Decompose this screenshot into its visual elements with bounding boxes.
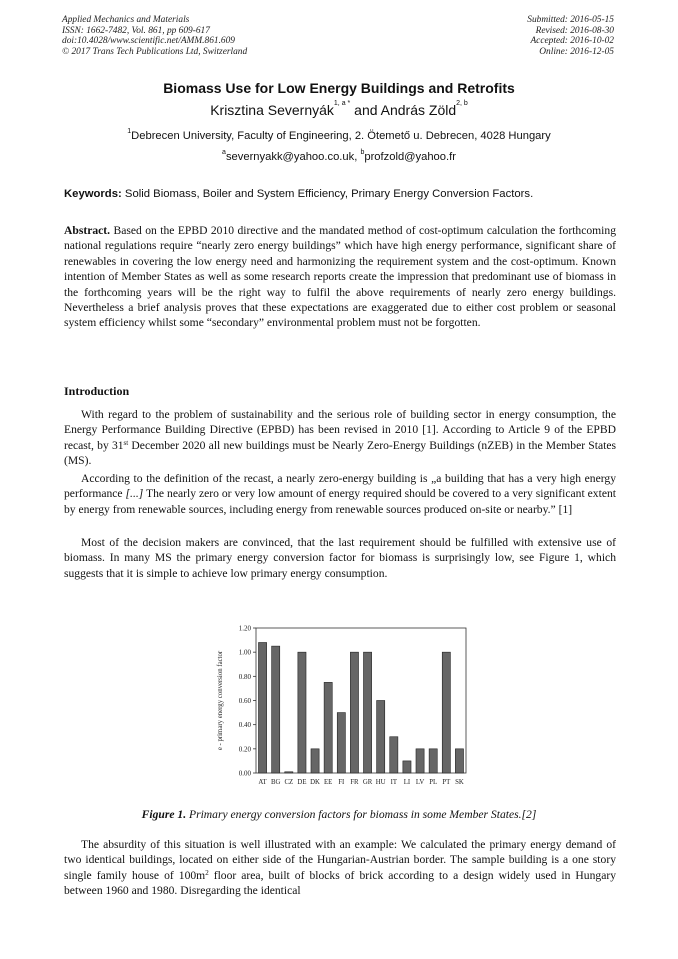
x-tick-label: GR [362, 779, 373, 786]
paragraph: Most of the decision makers are convinced, that the last requirement should be fulfilled with extensive use of biomass. In many MS the primary energy conversion factor for biomass is surprisingly low, see Figure 1, which suggests that it is simple to achieve low primary energy consumption. [64, 536, 616, 580]
affiliation [0, 130, 678, 142]
affiliation-mark: 1 [127, 128, 132, 135]
y-tick-label: 0.80 [238, 672, 251, 681]
x-tick-label: EE [324, 779, 333, 786]
x-tick-label: SK [455, 779, 464, 786]
email-mark: a [222, 149, 226, 156]
bar [272, 646, 280, 773]
bar [311, 749, 319, 773]
x-tick-label: PL [429, 779, 438, 786]
author-affil-mark: 2, b [456, 100, 468, 107]
bar [337, 713, 345, 773]
doi-line: doi:10.4028/www.scientific.net/AMM.861.609 [62, 36, 235, 47]
x-tick-label: PT [442, 779, 451, 786]
abstract-label: Abstract. [64, 224, 111, 237]
x-tick-label: AT [258, 779, 267, 786]
keywords-text: Solid Biomass, Boiler and System Efficiency, Primary Energy Conversion Factors. [121, 188, 534, 200]
y-tick-label: 1.00 [238, 648, 251, 657]
bar [258, 643, 266, 774]
figure-1 [198, 618, 480, 798]
keywords [64, 188, 616, 200]
y-tick-label: 1.20 [238, 624, 251, 633]
x-tick-label: DE [297, 779, 307, 786]
email-mark: b [360, 149, 365, 156]
x-tick-label: IT [390, 779, 398, 786]
bar [298, 652, 306, 773]
bar [350, 652, 358, 773]
author-name: András Zöld [380, 102, 457, 118]
bar [442, 652, 450, 773]
author-conjunction: and [350, 102, 381, 118]
journal-name: Applied Mechanics and Materials [62, 15, 190, 25]
superscript: st [123, 438, 129, 447]
x-tick-label: DK [310, 779, 320, 786]
author-name: Krisztina Severnyák [210, 102, 334, 118]
paragraph [64, 471, 616, 517]
accepted-date: Accepted: 2016-10-02 [530, 36, 614, 47]
paragraph-text: floor area, built of blocks of brick according to a design widely used in Hungary between 1960 and 1980. Disregarding the identical [64, 868, 617, 898]
x-tick-label: HU [375, 779, 386, 786]
y-tick-label: 0.00 [238, 769, 251, 778]
bar [403, 761, 411, 773]
bar [390, 737, 398, 773]
journal-info [62, 15, 247, 57]
publication-dates [527, 15, 614, 57]
bar [285, 772, 293, 773]
paragraph-text: The nearly zero or very low amount of energy required should be covered to a very significant extent by energy from renewable sources, including energy from renewable sources produced on-site or nearby.” [1] [64, 487, 616, 516]
author-line [0, 102, 678, 118]
affiliation-text: Debrecen University, Faculty of Engineering, 2. Ötemető u. Debrecen, 4028 Hungary [131, 130, 551, 142]
author-emails [0, 151, 678, 163]
y-axis-label: e - primary energy conversion factor [217, 650, 224, 751]
y-tick-label: 0.60 [238, 697, 251, 705]
paper-title: Biomass Use for Low Energy Buildings and Retrofits [163, 80, 515, 96]
bar [377, 701, 385, 774]
x-tick-label: BG [270, 779, 281, 786]
email-link[interactable]: severnyakk@yahoo.co.uk, [225, 151, 361, 163]
online-date: Online: 2016-12-05 [539, 46, 614, 57]
y-tick-label: 0.40 [238, 721, 251, 730]
x-tick-label: LI [403, 779, 411, 786]
keywords-label: Keywords: [64, 188, 122, 200]
paragraph-text: December 2020 all new buildings must be Nearly Zero-Energy Buildings (nZEB) in the Member States (MS). [64, 438, 616, 468]
x-tick-label: FI [338, 779, 345, 786]
x-tick-label: FR [350, 779, 359, 786]
y-tick-label: 0.20 [238, 745, 251, 754]
x-tick-label: LV [415, 779, 425, 786]
paragraph-text: According to the definition of the recast, a nearly zero-energy building is „a building that has a very high energy performance [64, 472, 616, 501]
abstract [64, 223, 616, 331]
section-heading: Introduction [64, 384, 130, 398]
submitted-date: Submitted: 2016-05-15 [527, 15, 614, 25]
bar [455, 749, 463, 773]
author-affil-mark: 1, a * [333, 100, 351, 107]
caption-text: Primary energy conversion factors for biomass in some Member States.[2] [186, 808, 537, 821]
paragraph [64, 407, 616, 469]
bar [429, 749, 437, 773]
ellipsis: [...] [125, 487, 144, 501]
bar [363, 652, 371, 773]
superscript: 2 [205, 868, 209, 877]
email-link[interactable]: profzold@yahoo.fr [364, 151, 456, 163]
paragraph-text: With regard to the problem of sustainability and the serious role of building sector in energy consumption, the Energy Performance Building Directive (EPBD) has been revised in 2010 [1]. According to Article 9 of the EPBD recast, by 31 [64, 408, 616, 452]
issn-line: ISSN: 1662-7482, Vol. 861, pp 609-617 [62, 25, 210, 36]
figure-caption [0, 808, 678, 821]
paragraph-text: The absurdity of this situation is well illustrated with an example: We calculated the primary energy demand of two identical buildings, located on either side of the Hungarian-Austrian border. The sample building is a one story single family house of 100m [64, 838, 616, 882]
x-tick-label: CZ [284, 779, 294, 786]
revised-date: Revised: 2016-08-30 [535, 25, 614, 36]
paragraph [64, 837, 616, 899]
copyright-line: © 2017 Trans Tech Publications Ltd, Switzerland [62, 46, 248, 57]
bar [324, 682, 332, 773]
abstract-text: Based on the EPBD 2010 directive and the mandated method of cost-optimum calculation the forthcoming national regulations require “nearly zero energy buildings” which have high energy performance, significant share of renewables in covering the low energy need and harmonizing the requirement system and the cost-optimum. Known intention of Member States as well as some research reports create the impression that predominant use of biomass in the forthcoming years will be the right way to fulfil the above requirements of nearly zero energy buildings. Nevertheless a brief analysis proves that these expectations are exaggerated due to either cost problem or seasonal system efficiency whilst some “secondary” environmental problem must not be forgotten. [64, 224, 616, 330]
bar-chart [198, 618, 480, 798]
caption-label: Figure 1. [141, 808, 187, 821]
bar [416, 749, 424, 773]
